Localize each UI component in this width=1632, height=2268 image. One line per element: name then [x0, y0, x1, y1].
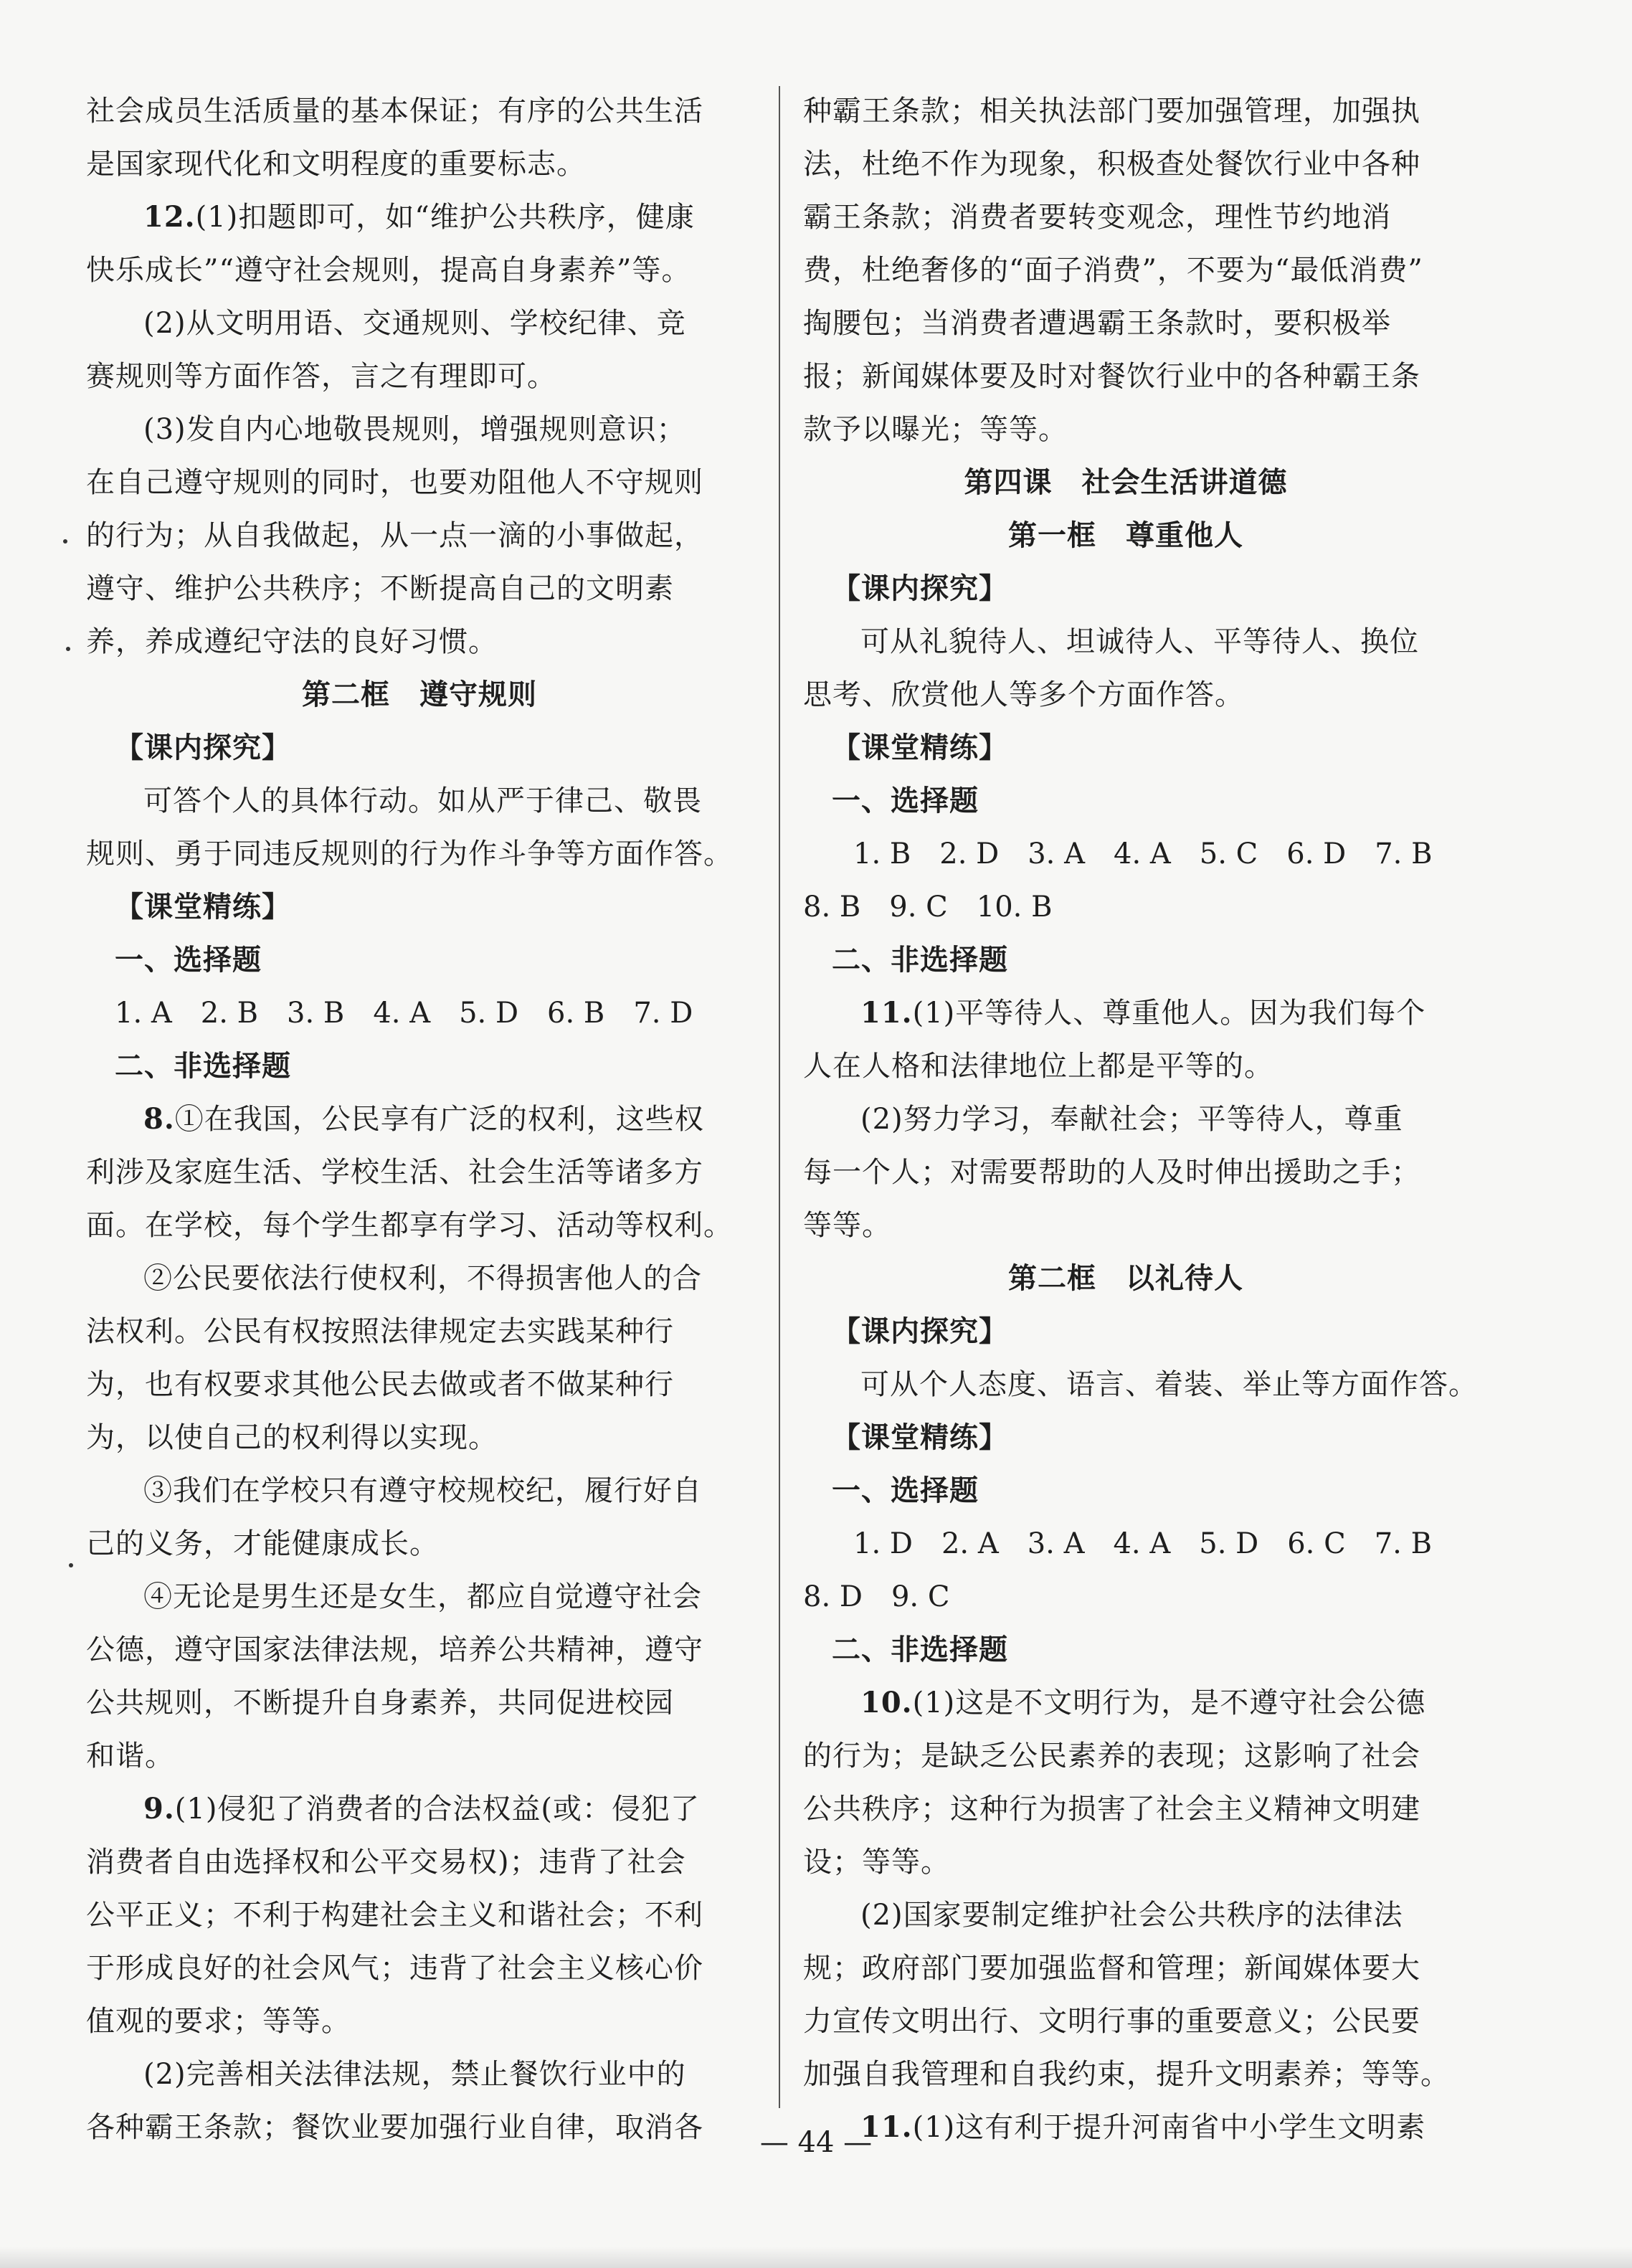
answer: 6. C: [1287, 1527, 1346, 1560]
explore-heading: 【课内探究】: [832, 572, 1008, 605]
text-line: (2)完善相关法律法规，禁止餐饮行业中的: [143, 2058, 686, 2091]
practice-heading: 【课堂精练】: [115, 891, 291, 924]
text-line: 掏腰包；当消费者遭遇霸王条款时，要积极举: [803, 307, 1391, 340]
question-number: 10.: [860, 1686, 913, 1719]
text: (1)扣题即可，如“维护公共秩序，健康: [195, 201, 695, 234]
text-line: 是国家现代化和文明程度的重要标志。: [86, 148, 586, 181]
text-line: 公共规则，不断提升自身素养，共同促进校园: [86, 1686, 674, 1719]
column-divider: [779, 86, 780, 2108]
answer: 6. B: [547, 997, 605, 1030]
answer: 4. A: [373, 997, 431, 1030]
choice-heading: 一、选择题: [832, 1474, 979, 1507]
text-line: 快乐成长”“遵守社会规则，提高自身素养”等。: [86, 254, 691, 287]
question-11-line: [803, 987, 1448, 1040]
choice-answers: [803, 1570, 1448, 1623]
answer: 1. B: [853, 838, 911, 870]
text-line: 利涉及家庭生活、学校生活、社会生活等诸多方: [86, 1156, 703, 1189]
text-line: 公共秩序；这种行为损害了社会主义精神文明建: [803, 1793, 1420, 1826]
answer: 3. B: [287, 997, 345, 1030]
text: (1)这是不文明行为，是不遵守社会公德: [912, 1686, 1426, 1719]
nonchoice-heading: 二、非选择题: [832, 944, 1008, 977]
answer: 2. B: [200, 997, 259, 1030]
text-line: 思考、欣赏他人等多个方面作答。: [803, 678, 1244, 711]
text-line: ④无论是男生还是女生，都应自觉遵守社会: [143, 1580, 702, 1613]
text-line: 费，杜绝奢侈的“面子消费”，不要为“最低消费”: [803, 254, 1423, 287]
text-line: 各种霸王条款；餐饮业要加强行业自律，取消各: [86, 2111, 703, 2144]
answer: 4. A: [1114, 838, 1171, 870]
text-line: 在自己遵守规则的同时，也要劝阻他人不守规则: [86, 466, 703, 499]
text-line: 每一个人；对需要帮助的人及时伸出援助之手；: [803, 1156, 1420, 1189]
answer: 3. A: [1027, 1527, 1085, 1560]
text-line: (3)发自内心地敬畏规则，增强规则意识；: [143, 413, 686, 446]
choice-answers: [803, 1517, 1448, 1570]
text-line: 养，养成遵纪守法的良好习惯。: [86, 625, 498, 658]
text-line: 可从礼貌待人、坦诚待人、平等待人、换位: [860, 625, 1419, 658]
text-line: 种霸王条款；相关执法部门要加强管理，加强执: [803, 95, 1420, 128]
text-line: 法权利。公民有权按照法律规定去实践某种行: [86, 1315, 674, 1348]
question-8-line: [86, 1093, 753, 1146]
page-number: — 44 —: [759, 2126, 873, 2159]
text-line: 己的义务，才能健康成长。: [86, 1527, 439, 1560]
text-line: 为，也有权要求其他公民去做或者不做某种行: [86, 1368, 674, 1401]
frame-1-title: 第一框 尊重他人: [1008, 519, 1243, 552]
text-line: 消费者自由选择权和公平交易权)；违背了社会: [86, 1846, 686, 1879]
text-line: 面。在学校，每个学生都享有学习、活动等权利。: [86, 1209, 733, 1242]
text: (1)平等待人、尊重他人。因为我们每个: [912, 997, 1426, 1030]
scan-dot: [69, 1563, 73, 1567]
text-line: 法，杜绝不作为现象，积极查处餐饮行业中各种: [803, 148, 1420, 181]
question-number: 9.: [143, 1792, 175, 1826]
text-line: (2)国家要制定维护社会公共秩序的法律法: [860, 1899, 1403, 1932]
answer: 9. C: [891, 1580, 950, 1613]
answer: 7. B: [1374, 1527, 1432, 1560]
text-line: 加强自我管理和自我约束，提升文明素养；等等。: [803, 2058, 1450, 2091]
text-line: 力宣传文明出行、文明行事的重要意义；公民要: [803, 2005, 1420, 2038]
question-number: 8.: [143, 1102, 175, 1136]
text-line: 于形成良好的社会风气；违背了社会主义核心价: [86, 1952, 703, 1985]
lesson-title: 第四课 社会生活讲道德: [964, 466, 1288, 499]
text-line: 人在人格和法律地位上都是平等的。: [803, 1050, 1273, 1083]
page-edge-shadow: [0, 2246, 1632, 2268]
answer: 1. A: [115, 997, 172, 1030]
practice-heading: 【课堂精练】: [832, 731, 1008, 764]
choice-answers: [803, 827, 1448, 881]
text: (1)侵犯了消费者的合法权益(或：侵犯了: [174, 1793, 701, 1826]
question-number: 11.: [860, 2110, 913, 2144]
answer: 9. C: [889, 891, 948, 924]
text-line: 的行为；从自我做起，从一点一滴的小事做起，: [86, 519, 703, 552]
text-line: 为，以使自己的权利得以实现。: [86, 1421, 498, 1454]
text-line: 和谐。: [86, 1740, 174, 1773]
practice-heading: 【课堂精练】: [832, 1421, 1008, 1454]
text-line: 可从个人态度、语言、着装、举止等方面作答。: [860, 1368, 1478, 1401]
answer: 2. A: [941, 1527, 999, 1560]
question-12-line: [86, 191, 753, 244]
text-line: 公德，遵守国家法律法规，培养公共精神，遵守: [86, 1633, 703, 1666]
left-column: [86, 85, 753, 2154]
text-line: 霸王条款；消费者要转变观念，理性节约地消: [803, 201, 1391, 234]
nonchoice-heading: 二、非选择题: [832, 1633, 1008, 1666]
text-line: ②公民要依法行使权利，不得损害他人的合: [143, 1262, 702, 1295]
text-line: 款予以曝光；等等。: [803, 413, 1068, 446]
question-number: 11.: [860, 996, 913, 1030]
choice-answers: [86, 987, 753, 1040]
text: ①在我国，公民享有广泛的权利，这些权: [174, 1103, 704, 1136]
question-9-line: [86, 1783, 753, 1836]
nonchoice-heading: 二、非选择题: [115, 1050, 291, 1083]
text-line: (2)从文明用语、交通规则、学校纪律、竞: [143, 307, 686, 340]
text: (1)这有利于提升河南省中小学生文明素: [912, 2111, 1426, 2144]
question-10-line: [803, 1676, 1448, 1730]
explore-heading: 【课内探究】: [115, 731, 291, 764]
text-line: 值观的要求；等等。: [86, 2005, 351, 2038]
answer: 2. D: [939, 838, 1000, 870]
text-line: 可答个人的具体行动。如从严于律己、敬畏: [143, 784, 702, 817]
answer: 3. A: [1028, 838, 1085, 870]
scan-dot: [66, 647, 70, 651]
text-line: 等等。: [803, 1209, 891, 1242]
choice-heading: 一、选择题: [115, 944, 262, 977]
text-line: 规则、勇于同违反规则的行为作斗争等方面作答。: [86, 838, 733, 870]
choice-heading: 一、选择题: [832, 784, 979, 817]
section-title: 第二框 遵守规则: [302, 678, 537, 711]
answer: 7. D: [633, 997, 693, 1030]
answer: 10. B: [976, 891, 1053, 924]
text-line: 公平正义；不利于构建社会主义和谐社会；不利: [86, 1899, 703, 1932]
text-line: ③我们在学校只有遵守校规校纪，履行好自: [143, 1474, 702, 1507]
text-line: 社会成员生活质量的基本保证；有序的公共生活: [86, 95, 703, 128]
answer: 4. A: [1113, 1527, 1171, 1560]
text-line: 赛规则等方面作答，言之有理即可。: [86, 360, 556, 393]
answer: 6. D: [1286, 838, 1347, 870]
text-line: 的行为；是缺乏公民素养的表现；这影响了社会: [803, 1740, 1420, 1773]
answer: 5. C: [1199, 838, 1258, 870]
frame-2-title: 第二框 以礼待人: [1008, 1262, 1243, 1295]
text-line: (2)努力学习，奉献社会；平等待人，尊重: [860, 1103, 1403, 1136]
answer: 1. D: [853, 1527, 913, 1560]
answer: 5. D: [459, 997, 519, 1030]
choice-answers: [803, 881, 1448, 934]
right-column: [803, 85, 1478, 2154]
answer: 8. B: [803, 891, 861, 924]
answer: 8. D: [803, 1580, 863, 1613]
text-line: 遵守、维护公共秩序；不断提高自己的文明素: [86, 572, 674, 605]
answer: 7. B: [1375, 838, 1433, 870]
scan-dot: [63, 539, 67, 544]
answer: 5. D: [1199, 1527, 1259, 1560]
question-number: 12.: [143, 200, 196, 234]
explore-heading: 【课内探究】: [832, 1315, 1008, 1348]
text-line: 设；等等。: [803, 1846, 950, 1879]
text-line: 报；新闻媒体要及时对餐饮行业中的各种霸王条: [803, 360, 1420, 393]
text-line: 规；政府部门要加强监督和管理；新闻媒体要大: [803, 1952, 1420, 1985]
